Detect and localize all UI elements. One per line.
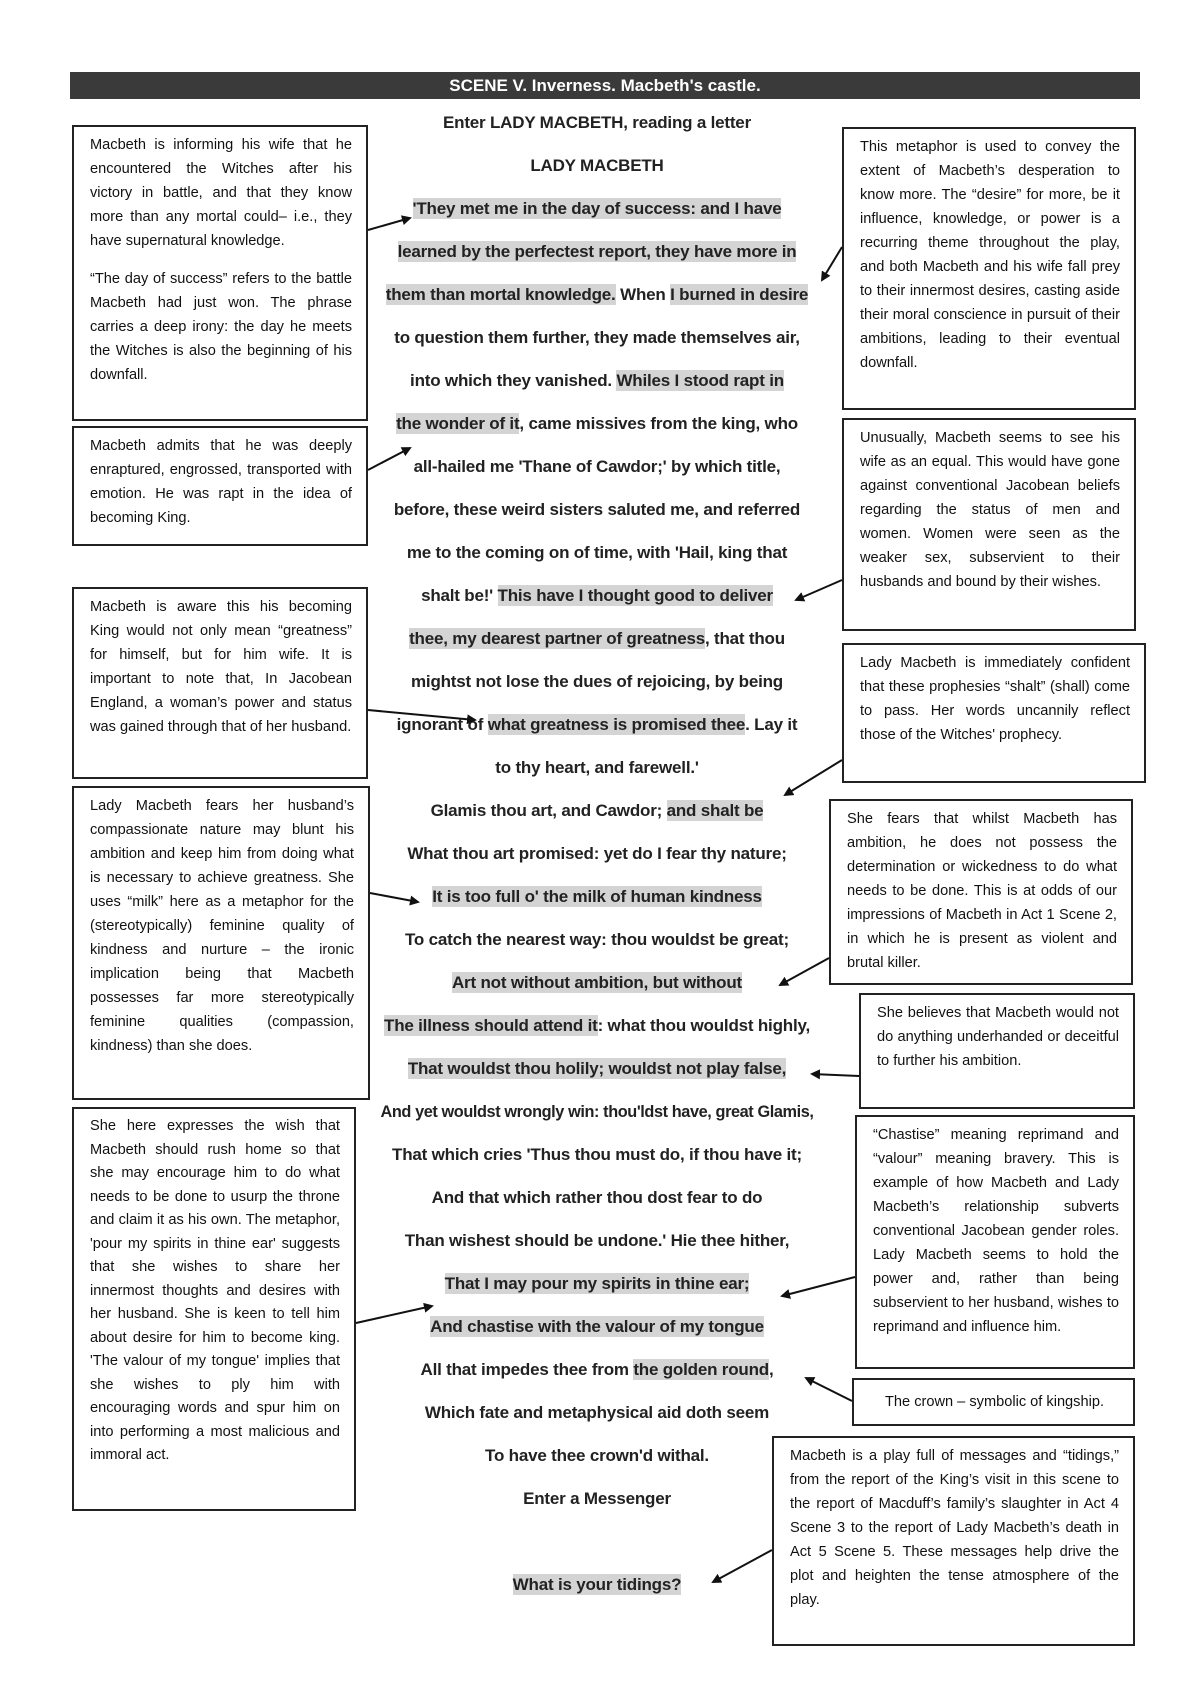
highlighted-quote: the wonder of it xyxy=(396,414,520,433)
script-text-segment: shalt be!' xyxy=(421,586,498,605)
highlighted-quote: This have I thought good to deliver xyxy=(497,586,773,605)
highlighted-quote: Whiles I stood rapt in xyxy=(616,371,784,390)
script-line xyxy=(352,753,842,783)
highlighted-quote: That wouldst thou holily; wouldst not play false, xyxy=(407,1059,787,1078)
note-right-7 xyxy=(852,1378,1135,1426)
highlighted-quote: I burned in desire xyxy=(670,285,809,304)
script-text-segment: To have thee crown'd withal. xyxy=(485,1446,709,1465)
script-line xyxy=(352,624,842,654)
script-text-segment: Than wishest should be undone.' Hie thee hither, xyxy=(404,1231,790,1250)
highlighted-quote: And chastise with the valour of my tongue xyxy=(430,1317,764,1336)
script-text-segment: Which fate and metaphysical aid doth seem xyxy=(424,1403,770,1422)
script-text-segment: What thou art promised: yet do I fear thy nature; xyxy=(407,844,787,863)
note-left-2 xyxy=(72,426,368,546)
highlighted-quote: What is your tidings? xyxy=(512,1575,682,1594)
highlighted-quote: That I may pour my spirits in thine ear; xyxy=(444,1274,750,1293)
note-right-1 xyxy=(842,127,1136,410)
note-paragraph: “The day of success” refers to the battle Macbeth had just won. The phrase carries a deep irony: the day he meets the Witches is also the beginning of his downfall. xyxy=(90,271,352,383)
script-line xyxy=(352,968,842,998)
script-line xyxy=(352,1398,842,1428)
note-paragraph: Unusually, Macbeth seems to see his wife as an equal. This would have gone against conventional Jacobean beliefs regarding the status of men and women. Women were seen as the weaker sex, subservient to their husbands and bound by their wishes. xyxy=(860,430,1120,590)
note-left-5 xyxy=(72,1107,356,1511)
note-right-2 xyxy=(842,418,1136,631)
script-line xyxy=(352,796,842,826)
highlighted-quote: the golden round xyxy=(633,1360,769,1379)
script-text-segment: , that thou xyxy=(704,629,785,648)
note-right-4 xyxy=(829,799,1133,985)
script-line xyxy=(352,237,842,267)
highlighted-quote: and shalt be xyxy=(666,801,764,820)
note-left-3 xyxy=(72,587,368,779)
script-line xyxy=(352,1269,842,1299)
script-line xyxy=(352,151,842,181)
note-paragraph: Macbeth is a play full of messages and “tidings,” from the report of the King’s visit in this scene to the report of Macduff’s family’s slaughter in Act 4 Scene 3 to the report of Lady Macbeth’s death in Act 5 Scene 5. These messages help drive the plot and heighten the tense atmosphere of the play. xyxy=(790,1448,1119,1608)
note-paragraph: Macbeth is aware this his becoming King would not only mean “greatness” for himself, but for him wife. It is important to note that, In Jacobean England, a woman’s power and status was gained through that of her husband. xyxy=(90,599,352,735)
script-text-segment: mightst not lose the dues of rejoicing, by being xyxy=(411,672,783,691)
script-text-segment: To catch the nearest way: thou wouldst be great; xyxy=(405,930,789,949)
script-line xyxy=(352,280,842,310)
script-text-segment: And yet wouldst wrongly win: thou'ldst have, great Glamis, xyxy=(380,1103,814,1121)
note-paragraph: Lady Macbeth is immediately confident that these prophesies “shalt” (shall) come to pass. Her words uncannily reflect those of the Witches' prophecy. xyxy=(860,655,1130,743)
highlighted-quote: them than mortal knowledge. xyxy=(385,285,616,304)
script-text-segment: All that impedes thee from xyxy=(420,1360,634,1379)
highlighted-quote: 'They met me in the day of success: and I have xyxy=(412,199,782,218)
note-right-8 xyxy=(772,1436,1135,1646)
script-line xyxy=(352,538,842,568)
script-line xyxy=(352,581,842,611)
script-text-segment: Enter LADY MACBETH, reading a letter xyxy=(443,113,751,132)
script-line xyxy=(352,1140,842,1170)
note-paragraph: She here expresses the wish that Macbeth should rush home so that she may encourage him to do what needs to be done to usurp the throne and claim it as his own. The metaphor, 'pour my spirits in thine ear' suggests that she wishes to share her innermost thoughts and desires with her husband. She is keen to tell him about desire for him to become king. 'The valour of my tongue' implies that she wishes to ply him with encouraging words and spur him on into performing a most malicious and immoral act. xyxy=(90,1118,340,1463)
note-paragraph: She fears that whilst Macbeth has ambition, he does not possess the determination or wickedness to do what needs to be done. This is at odds of our impressions of Macbeth in Act 1 Scene 2, in which he is present as violent and brutal killer. xyxy=(847,811,1117,971)
script-line xyxy=(352,882,842,912)
script-line xyxy=(352,194,842,224)
note-paragraph: Macbeth admits that he was deeply enraptured, engrossed, transported with emotion. He was rapt in the idea of becoming King. xyxy=(90,438,352,526)
script-text-segment: all-hailed me 'Thane of Cawdor;' by which title, xyxy=(413,457,781,476)
script-line xyxy=(352,839,842,869)
script-line xyxy=(352,1054,842,1084)
script-text-segment: And that which rather thou dost fear to do xyxy=(431,1188,763,1207)
script-line xyxy=(352,1226,842,1256)
script-line xyxy=(352,409,842,439)
script-line xyxy=(352,366,842,396)
note-paragraph: Macbeth is informing his wife that he encountered the Witches after his victory in battle, and that they know more than any mortal could– i.e., they have supernatural knowledge. xyxy=(90,137,352,249)
script-line xyxy=(352,710,842,740)
script-line xyxy=(352,925,842,955)
note-left-4 xyxy=(72,786,370,1100)
script-line xyxy=(352,452,842,482)
highlighted-quote: thee, my dearest partner of greatness xyxy=(409,629,705,648)
script-text-segment: , xyxy=(768,1360,774,1379)
note-paragraph: She believes that Macbeth would not do anything underhanded or deceitful to further his ambition. xyxy=(877,1005,1119,1069)
scene-header: SCENE V. Inverness. Macbeth's castle. xyxy=(70,72,1140,99)
note-right-6 xyxy=(855,1115,1135,1369)
highlighted-quote: It is too full o' the milk of human kindness xyxy=(432,887,762,906)
script-line xyxy=(352,323,842,353)
script-text-segment: to question them further, they made themselves air, xyxy=(394,328,800,347)
script-line xyxy=(352,1183,842,1213)
script-line xyxy=(352,1011,842,1041)
highlighted-quote: learned by the perfectest report, they have more in xyxy=(397,242,797,261)
note-left-1 xyxy=(72,125,368,421)
note-paragraph: This metaphor is used to convey the extent of Macbeth’s desperation to know more. The “desire” for more, be it influence, knowledge, or power is a recurring theme throughout the play, and both Macbeth and his wife fall prey to their innermost desires, casting aside their moral conscience in pursuit of their ambitions, leading to their eventual downfall. xyxy=(860,139,1120,371)
script-line xyxy=(352,1570,842,1600)
note-right-3 xyxy=(842,643,1146,783)
script-text-segment: before, these weird sisters saluted me, and referred xyxy=(393,500,801,519)
script-text-segment: LADY MACBETH xyxy=(530,156,664,175)
highlighted-quote: The illness should attend it xyxy=(384,1016,598,1035)
script-text-segment: into which they vanished. xyxy=(410,371,617,390)
highlighted-quote: what greatness is promised thee xyxy=(487,715,746,734)
script-text-segment: : what thou wouldst highly, xyxy=(597,1016,810,1035)
script-text-segment: Enter a Messenger xyxy=(523,1489,671,1508)
note-paragraph: Lady Macbeth fears her husband’s compassionate nature may blunt his ambition and keep him from doing what is necessary to achieve greatness. She uses “milk” here as a metaphor for the (stereotypically) feminine quality of kindness and nurture – the ironic implication being that Macbeth possesses far more stereotypically feminine qualities (compassion, kindness) than she does. xyxy=(90,798,354,1054)
script-line xyxy=(352,1097,842,1127)
script-line xyxy=(352,1484,842,1514)
script-text-segment: me to the coming on of time, with 'Hail, king that xyxy=(406,543,788,562)
script-line xyxy=(352,1355,842,1385)
script-line xyxy=(352,108,842,138)
script-line xyxy=(352,495,842,525)
highlighted-quote: Art not without ambition, but without xyxy=(451,973,743,992)
script-text-segment: to thy heart, and farewell.' xyxy=(495,758,699,777)
script-line xyxy=(352,1441,842,1471)
script-line xyxy=(352,1312,842,1342)
script-text-segment: That which cries 'Thus thou must do, if thou have it; xyxy=(392,1145,802,1164)
script-text-segment: , came missives from the king, who xyxy=(519,414,798,433)
note-right-5 xyxy=(859,993,1135,1109)
script-text-segment: When xyxy=(615,285,671,304)
script-text-segment: Glamis thou art, and Cawdor; xyxy=(430,801,667,820)
script-text-segment: ignorant of xyxy=(396,715,488,734)
note-paragraph: “Chastise” meaning reprimand and “valour” meaning bravery. This is example of how Macbeth and Lady Macbeth’s relationship subverts conventional Jacobean gender roles. Lady Macbeth seems to hold the power and, rather than being subservient to her husband, wishes to reprimand and influence him. xyxy=(873,1127,1119,1335)
script-line xyxy=(352,667,842,697)
script-text-segment: . Lay it xyxy=(745,715,798,734)
note-paragraph: The crown – symbolic of kingship. xyxy=(885,1394,1104,1410)
